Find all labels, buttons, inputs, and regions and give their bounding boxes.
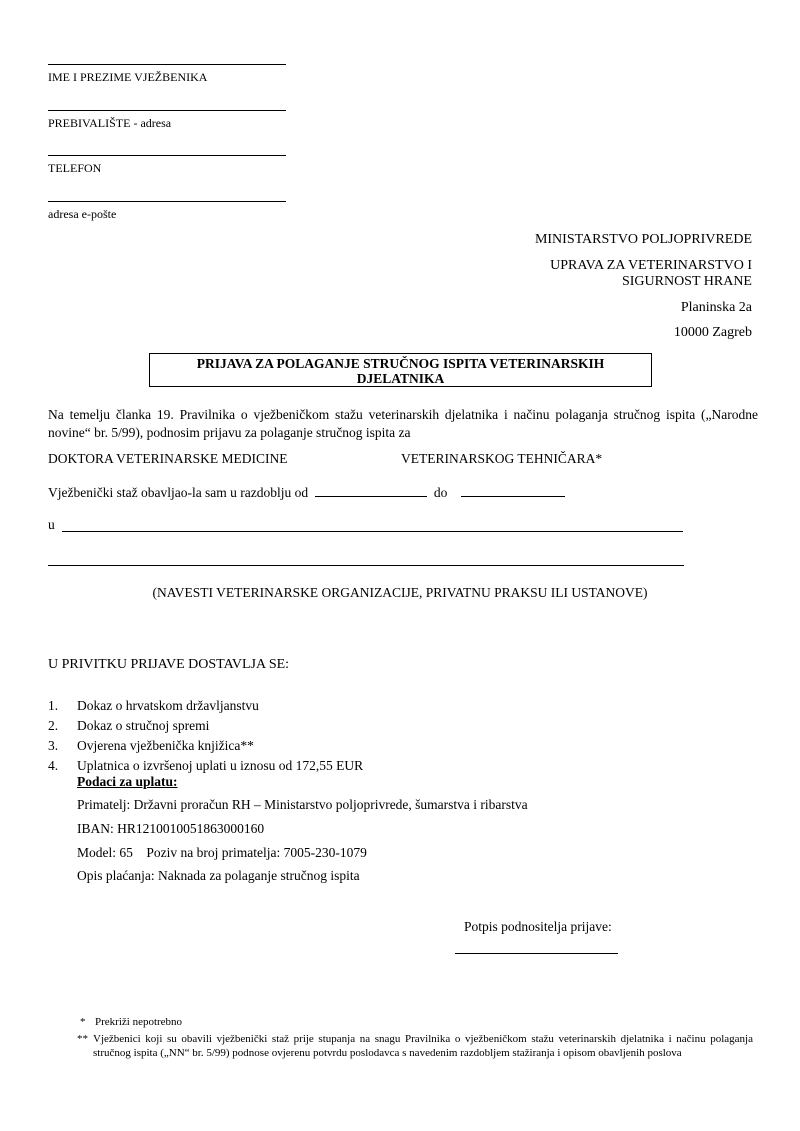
internship-from-field[interactable]: [315, 484, 427, 497]
payment-model: Model: 65 Poziv na broj primatelja: 7005-230-1079: [77, 845, 367, 860]
recipient-line1: MINISTARSTVO POLJOPRIVREDE: [534, 232, 752, 247]
payment-iban: IBAN: HR1210010051863000160: [77, 821, 265, 836]
internship-location-note: (NAVESTI VETERINARSKE ORGANIZACIJE, PRIVATNU PRAKSU ILI USTANOVE): [152, 585, 648, 600]
internship-location-field-2[interactable]: [48, 565, 684, 566]
attachment-4-num: 4.: [48, 758, 59, 773]
form-title: [149, 353, 652, 387]
option-doctor[interactable]: DOKTORA VETERINARSKE MEDICINE: [48, 451, 288, 466]
option-technician[interactable]: VETERINARSKOG TEHNIČARA*: [401, 451, 603, 466]
attachment-1-num: 1.: [48, 698, 59, 713]
internship-period-row: [48, 484, 565, 501]
form-title-line2: DJELATNIKA: [356, 371, 445, 386]
email-line[interactable]: [48, 201, 286, 202]
attachment-1-text: Dokaz o hrvatskom državljanstvu: [77, 698, 259, 713]
phone-line[interactable]: [48, 155, 286, 156]
payment-recipient: Primatelj: Državni proračun RH – Ministarstvo poljoprivrede, šumarstva i ribarstva: [77, 797, 528, 812]
recipient-line3: SIGURNOST HRANE: [621, 274, 752, 289]
footnote-1-mark: *: [80, 1016, 86, 1028]
attachment-3-num: 3.: [48, 738, 59, 753]
signature-field[interactable]: [455, 953, 618, 954]
internship-location-field[interactable]: [62, 531, 683, 532]
footnote-2-mark: **: [77, 1033, 88, 1045]
attachment-4-text: Uplatnica o izvršenoj uplati u iznosu od 172,55 EUR: [77, 758, 364, 773]
intro-paragraph: Na temelju članka 19. Pravilnika o vježbeničkom stažu veterinarskih djelatnika i načinu polaganja stručnog ispita („Narodne novine“ br. 5/99), podnosim prijavu za polaganje stručnog ispita za: [48, 407, 758, 440]
internship-to-label: do: [433, 485, 448, 500]
form-title-line1: PRIJAVA ZA POLAGANJE STRUČNOG ISPITA VETERINARSKIH: [196, 356, 605, 371]
footnote-2-text: Vježbenici koji su obavili vježbenički staž prije stupanja na snagu Pravilnika o vježbeničkom stažu veterinarskih djelatnika i načinu polaganja stručnog ispita („NN“ br. 5/99) podnose ovjerenu potvrdu poslodavca s navedenim razdobljem stažiranja i opisom obavljenih poslova: [93, 1033, 753, 1059]
recipient-line2: UPRAVA ZA VETERINARSTVO I: [550, 258, 752, 273]
internship-from-label: Vježbenički staž obavljao-la sam u razdoblju od: [48, 485, 309, 500]
internship-in-label: u: [48, 517, 55, 532]
footnote-1-text: Prekriži nepotrebno: [95, 1016, 183, 1028]
name-label: IME I PREZIME VJEŽBENIKA: [48, 70, 208, 84]
name-line[interactable]: [48, 64, 286, 65]
attachment-2-text: Dokaz o stručnoj spremi: [77, 718, 210, 733]
email-label: adresa e-pošte: [48, 207, 117, 221]
payment-heading: Podaci za uplatu:: [77, 774, 178, 789]
attachments-heading: U PRIVITKU PRIJAVE DOSTAVLJA SE:: [48, 657, 290, 672]
address-label: PREBIVALIŠTE - adresa: [48, 116, 172, 130]
recipient-city: 10000 Zagreb: [673, 325, 752, 340]
signature-label: Potpis podnositelja prijave:: [464, 919, 612, 934]
internship-to-field[interactable]: [461, 484, 565, 497]
address-line[interactable]: [48, 110, 286, 111]
attachment-3-text: Ovjerena vježbenička knjižica**: [77, 738, 254, 753]
recipient-street: Planinska 2a: [680, 300, 752, 315]
phone-label: TELEFON: [48, 161, 102, 175]
payment-description: Opis plaćanja: Naknada za polaganje stručnog ispita: [77, 868, 360, 883]
attachment-2-num: 2.: [48, 718, 59, 733]
